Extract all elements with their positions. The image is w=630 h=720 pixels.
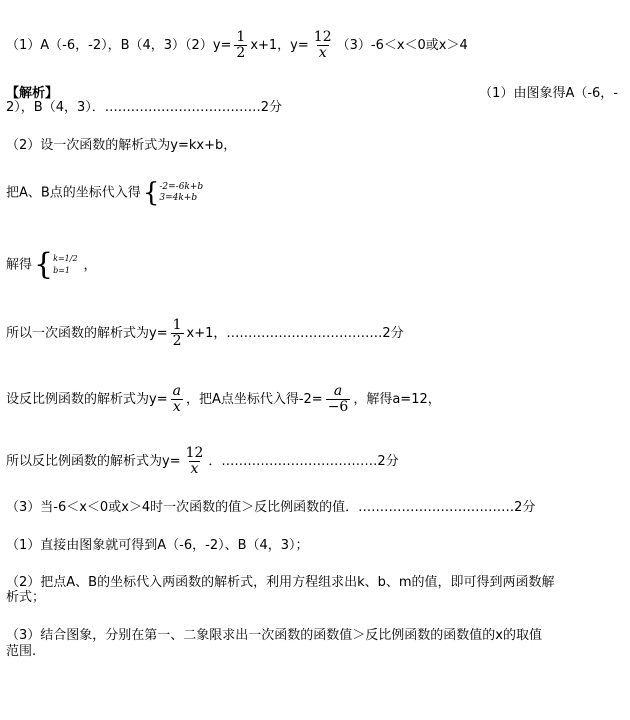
left-brace: { — [34, 247, 54, 282]
fraction-numerator: 12 — [185, 445, 204, 461]
equation-row: -2=-6k+b — [159, 182, 204, 192]
fraction-twelve-over-x — [312, 30, 334, 61]
inverse-result-line — [6, 446, 399, 477]
solution-row: k=1/2 — [53, 254, 78, 263]
fraction-numerator: a — [333, 383, 343, 399]
solution-system — [34, 247, 78, 282]
substitution-line — [6, 180, 203, 206]
answer-line — [6, 30, 468, 61]
note-2-line1: （2）把点A、B的坐标代入两函数的解析式，利用方程组求出k、b、m的值，即可得到两函数解 — [6, 575, 555, 590]
fraction-numerator: 1 — [236, 29, 246, 45]
linear-prefix: 所以一次函数的解析式为y= — [6, 326, 168, 341]
fraction-denominator: x — [190, 461, 199, 477]
inverse-mid: ，把A点坐标代入得-2= — [185, 392, 323, 407]
analysis-step2: （2）设一次函数的解析式为y=kx+b， — [6, 138, 237, 153]
fraction-denominator: x — [318, 45, 327, 61]
analysis-step1-start: （1）由图象得A（-6，- — [479, 86, 618, 101]
fraction-a-over-neg6 — [326, 384, 351, 415]
solve-prefix: 解得 — [6, 257, 33, 273]
answer-part3: （3）-6＜x＜0或x＞4 — [336, 38, 468, 53]
answer-part1: （1）A（-6，-2），B（4，3）（2）y= — [6, 38, 232, 53]
note-1: （1）直接由图象就可得到A（-6，-2）、B（4，3）； — [6, 538, 309, 553]
fraction-denominator: 2 — [172, 333, 182, 349]
fraction-denominator: x — [172, 399, 181, 415]
note-3-line1: （3）结合图象，分别在第一、二象限求出一次函数的函数值＞反比例函数的函数值的x的取值 — [6, 628, 542, 643]
solve-suffix: ， — [83, 257, 97, 273]
fraction-denominator: 2 — [236, 45, 246, 61]
answer-part2: x+1，y= — [250, 38, 309, 53]
inverse-setup-line — [6, 384, 441, 415]
analysis-step1-cont: 2），B（4，3）．………………………………2分 — [6, 100, 283, 115]
inverse-suffix: ，解得a=12， — [353, 392, 441, 407]
linear-suffix: x+1，………………………………2分 — [186, 326, 404, 341]
substitution-prefix: 把A、B点的坐标代入得 — [6, 185, 141, 201]
analysis-step3: （3）当-6＜x＜0或x＞4时一次函数的值＞反比例函数的值．………………………………2分 — [6, 500, 536, 515]
fraction-numerator: 1 — [172, 317, 182, 333]
analysis-title: 【解析】 — [6, 86, 59, 101]
fraction-one-half — [234, 30, 247, 61]
fraction-twelve-over-x — [184, 446, 206, 477]
fraction-denominator: −6 — [327, 399, 349, 415]
inverse-prefix: 设反比例函数的解析式为y= — [6, 392, 168, 407]
linear-result-line — [6, 318, 404, 349]
fraction-one-half — [171, 318, 184, 349]
note-3-line2: 范围. — [6, 644, 37, 659]
inverse-result-prefix: 所以反比例函数的解析式为y= — [6, 454, 181, 469]
solution-row: b=1 — [53, 266, 71, 275]
fraction-a-over-x — [171, 384, 183, 415]
equation-system — [143, 180, 203, 206]
fraction-numerator: a — [172, 383, 181, 399]
solve-line — [6, 247, 97, 282]
left-brace: { — [142, 178, 160, 208]
fraction-numerator: 12 — [313, 29, 332, 45]
note-2-line2: 析式； — [6, 590, 46, 605]
equation-row: 3=4k+b — [159, 193, 198, 203]
inverse-result-suffix: ．………………………………2分 — [208, 454, 399, 469]
